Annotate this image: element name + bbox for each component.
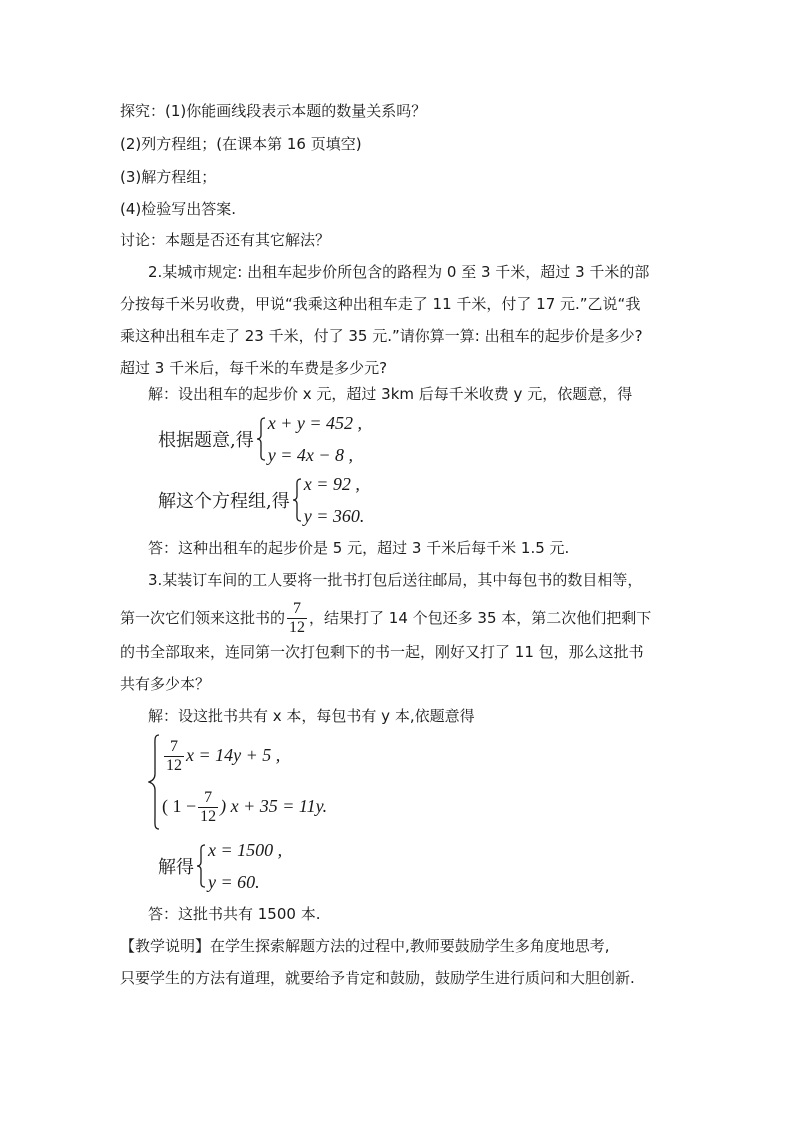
problem3-line3: 的书全部取来，连同第一次打包剩下的书一起，刚好又打了 11 包，那么这批书 <box>120 643 644 661</box>
system2-eq2: y = 360. <box>303 506 365 526</box>
system2-eq1: x = 92 , <box>303 474 360 494</box>
step2-line: (2)列方程组；(在课本第 16 页填空) <box>120 135 362 153</box>
system1-lead: 根据题意,得 <box>158 430 254 451</box>
system4-eq2: y = 60. <box>208 872 260 892</box>
fraction-denominator: 12 <box>166 757 182 774</box>
problem3-line4: 共有多少本？ <box>120 675 211 693</box>
fraction-seven-twelfths <box>198 789 218 826</box>
equation-system-2 <box>158 474 364 526</box>
problem2-line1: 2.某城市规定: 出租车起步价所包含的路程为 0 至 3 千米，超过 3 千米的部 <box>148 263 650 281</box>
discuss-line: 讨论：本题是否还有其它解法？ <box>120 231 331 249</box>
equation-system-1 <box>158 413 362 465</box>
step3-line: (3)解方程组； <box>120 168 217 186</box>
problem3-line2 <box>120 598 651 638</box>
system4-eq1: x = 1500 , <box>208 840 283 860</box>
large-brace-icon <box>148 734 160 830</box>
system3-eq2 <box>162 786 327 827</box>
system2-lead: 解这个方程组,得 <box>158 491 290 512</box>
system3-eq2-tail: ) x + 35 = 11y. <box>220 796 328 816</box>
problem3-answer: 答：这批书共有 1500 本. <box>148 905 321 923</box>
problem2-line2: 分按每千米另收费，甲说“我乘这种出租车走了 11 千米，付了 17 元.”乙说“我 <box>120 295 641 313</box>
system3-eq1-tail: x = 14y + 5 , <box>186 745 281 765</box>
fraction-denominator: 12 <box>289 619 306 636</box>
fraction-seven-twelfths <box>164 738 184 775</box>
problem2-line3: 乘这种出租车走了 23 千米，付了 35 元.”请你算一算: 出租车的起步价是多少? <box>120 327 643 345</box>
system1-eq2: y = 4x − 8 , <box>267 445 354 465</box>
problem3-solution-intro: 解：设这批书共有 x 本，每包书有 y 本,依题意得 <box>148 707 475 725</box>
fraction-denominator: 12 <box>200 808 217 825</box>
fraction-numerator: 7 <box>293 600 302 617</box>
explore-line: 探究：(1)你能画线段表示本题的数量关系吗？ <box>120 102 427 120</box>
problem2-solution-intro: 解：设出租车的起步价 x 元，超过 3km 后每千米收费 y 元，依题意，得 <box>148 385 633 403</box>
teaching-note-line1: 【教学说明】在学生探索解题方法的过程中,教师要鼓励学生多角度地思考, <box>120 937 610 955</box>
system3-eq2-head: ( 1 − <box>162 796 197 816</box>
problem2-line4: 超过 3 千米后，每千米的车费是多少元? <box>120 359 388 377</box>
equation-system-4 <box>158 840 282 892</box>
teaching-note-line2: 只要学生的方法有道理，就要给予肯定和鼓励，鼓励学生进行质问和大胆创新. <box>120 969 635 987</box>
brace-icon <box>256 417 266 461</box>
brace-icon <box>292 478 302 522</box>
system4-lead: 解得 <box>158 857 194 878</box>
problem3-line1: 3.某装订车间的工人要将一批书打包后送往邮局，其中每包书的数目相等， <box>148 571 643 589</box>
system1-eq1: x + y = 452 , <box>267 413 363 433</box>
fraction-numerator: 7 <box>204 789 213 806</box>
fraction-seven-twelfths <box>287 600 307 637</box>
system3-eq1 <box>162 735 280 776</box>
problem3-line2-end: ，结果打了 14 个包还多 35 本，第二次他们把剩下 <box>309 609 652 627</box>
brace-icon <box>196 844 206 888</box>
fraction-numerator: 7 <box>170 738 178 755</box>
problem2-answer: 答：这种出租车的起步价是 5 元，超过 3 千米后每千米 1.5 元. <box>148 539 570 557</box>
step4-line: (4)检验写出答案. <box>120 200 237 218</box>
problem3-line2-start: 第一次它们领来这批书的 <box>120 609 286 627</box>
